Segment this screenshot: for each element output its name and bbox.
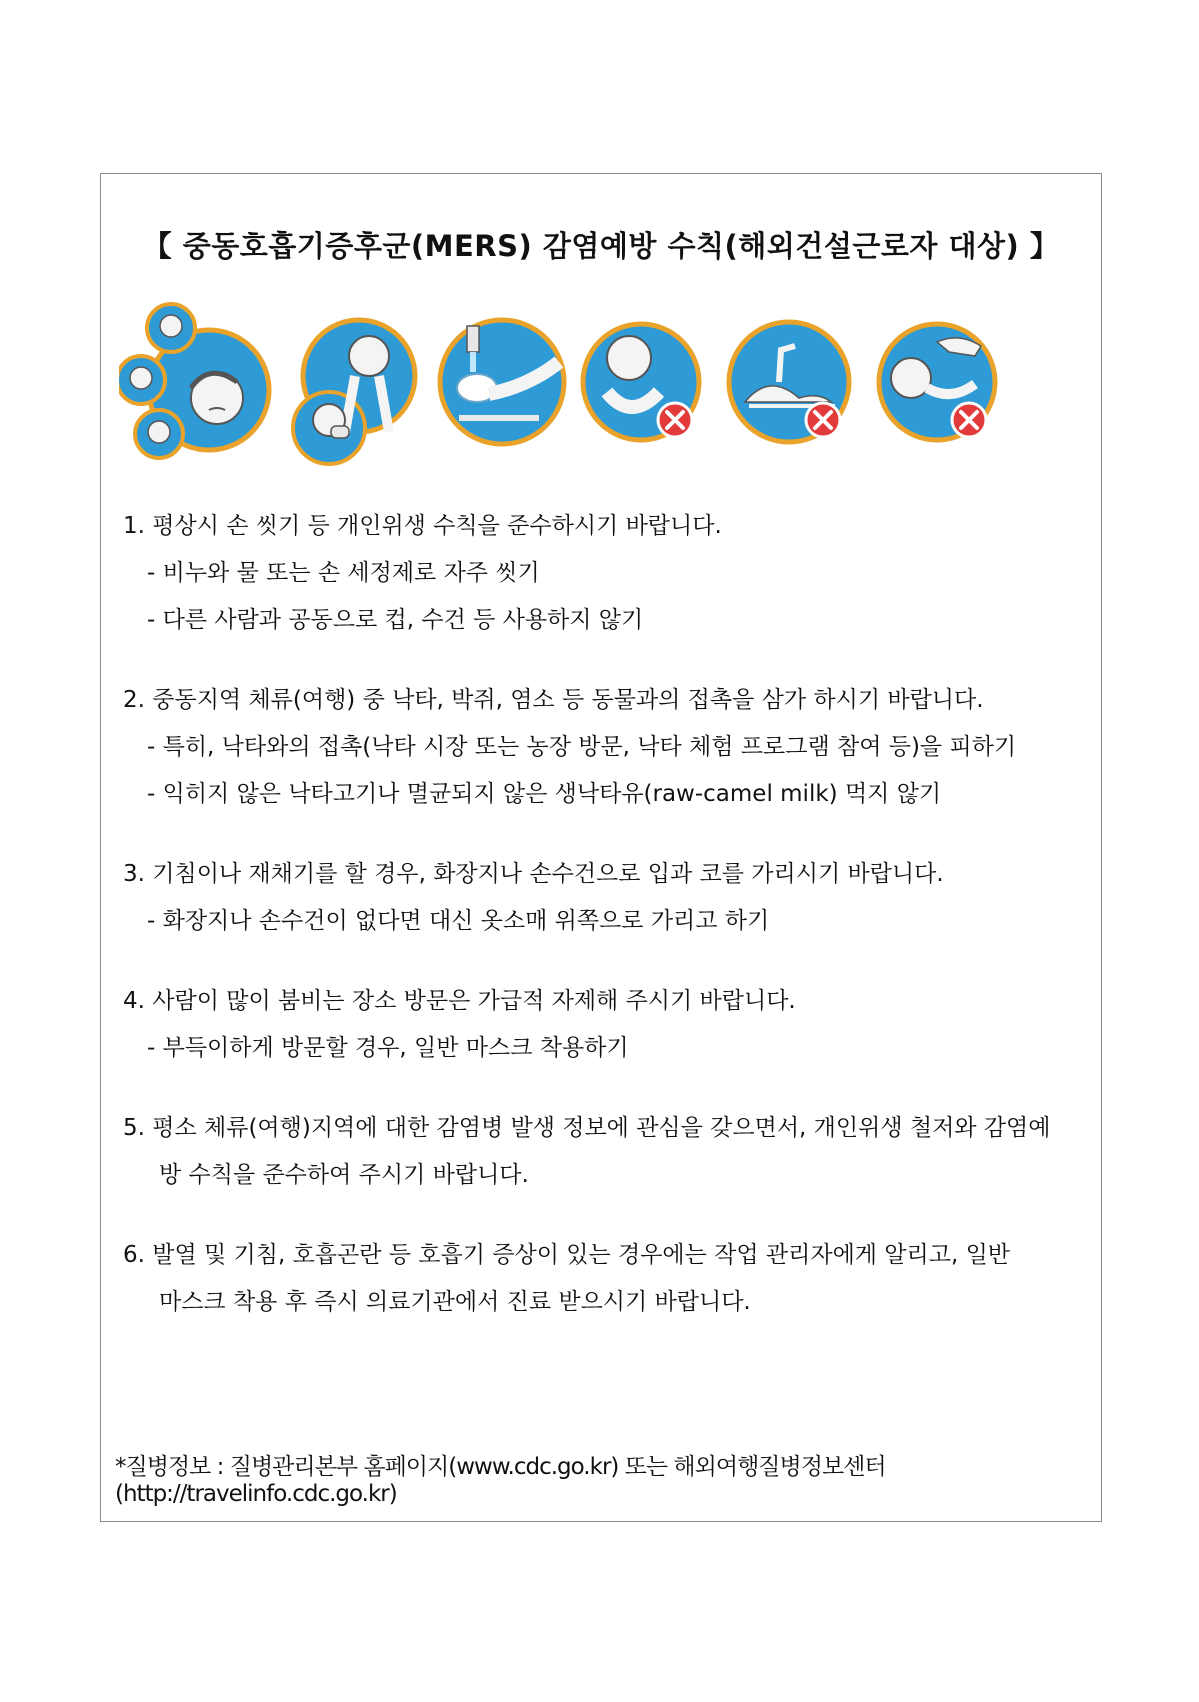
fever-symptom-icon <box>119 304 269 458</box>
notice-title: 【 중동호흡기증후군(MERS) 감염예방 수칙(해외건설근로자 대상) 】 <box>142 229 1060 263</box>
no-raw-camel-milk-icon <box>879 324 995 440</box>
guideline-main: 6. 발열 및 기침, 호흡곤란 등 호흡기 증상이 있는 경우에는 작업 관리자에게 알리고, 일반 <box>123 1242 1011 1268</box>
icon-strip <box>119 302 1079 482</box>
guideline-continuation: 방 수칙을 준수하여 주시기 바랍니다. <box>159 1162 529 1188</box>
guideline-1 <box>123 514 1093 632</box>
no-camel-contact-icon <box>729 322 849 442</box>
guideline-main: 5. 평소 체류(여행)지역에 대한 감염병 발생 정보에 관심을 갖으면서, 개인위생 철저와 감염예 <box>123 1115 1051 1141</box>
guideline-4 <box>123 989 1093 1060</box>
guideline-5 <box>123 1116 1093 1187</box>
guideline-sub: - 비누와 물 또는 손 세정제로 자주 씻기 <box>147 560 540 586</box>
no-contact-icon <box>583 324 699 440</box>
guideline-sub: - 익히지 않은 낙타고기나 멸균되지 않은 생낙타유(raw-camel milk) 먹지 않기 <box>147 781 942 807</box>
guideline-3 <box>123 862 1093 933</box>
guideline-sub: - 특히, 낙타와의 접촉(낙타 시장 또는 농장 방문, 낙타 체험 프로그램 참여 등)을 피하기 <box>147 734 1017 760</box>
guideline-sub: - 화장지나 손수건이 없다면 대신 옷소매 위쪽으로 가리고 하기 <box>147 908 770 934</box>
guideline-sub: - 부득이하게 방문할 경우, 일반 마스크 착용하기 <box>147 1035 629 1061</box>
info-footer: *질병정보 : 질병관리본부 홈페이지(www.cdc.go.kr) 또는 해외여행질병정보센터(http://travelinfo.cdc.go.kr) <box>115 1454 886 1507</box>
guideline-main: 3. 기침이나 재채기를 할 경우, 화장지나 손수건으로 입과 코를 가리시기 바랍니다. <box>123 861 944 887</box>
guideline-list <box>123 514 1093 1370</box>
notice-frame <box>100 173 1102 1522</box>
hand-washing-icon <box>440 320 564 444</box>
guideline-6 <box>123 1243 1093 1314</box>
guideline-2 <box>123 688 1093 806</box>
guideline-main: 4. 사람이 많이 붐비는 장소 방문은 가급적 자제해 주시기 바랍니다. <box>123 988 796 1014</box>
guideline-continuation: 마스크 착용 후 즉시 의료기관에서 진료 받으시기 바랍니다. <box>159 1289 751 1315</box>
guideline-main: 2. 중동지역 체류(여행) 중 낙타, 박쥐, 염소 등 동물과의 접촉을 삼가 하시기 바랍니다. <box>123 687 984 713</box>
cough-cover-icon <box>293 320 415 464</box>
guideline-sub: - 다른 사람과 공동으로 컵, 수건 등 사용하지 않기 <box>147 607 644 633</box>
guideline-main: 1. 평상시 손 씻기 등 개인위생 수칙을 준수하시기 바랍니다. <box>123 513 722 539</box>
